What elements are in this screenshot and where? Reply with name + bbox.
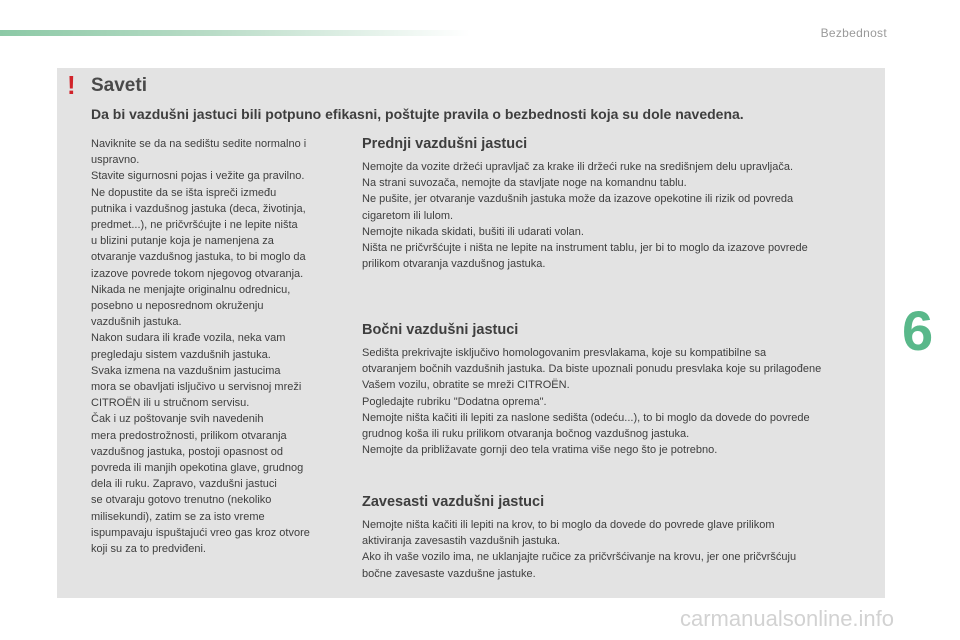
text-line: Vašem vozilu, obratite se mreži CITROËN. [362,379,570,392]
text-line: posebno u neposrednom okruženju [91,300,264,313]
text-line: se otvaraju gotovo trenutno (nekoliko [91,494,272,507]
panel-subtitle: Da bi vazdušni jastuci bili potpuno efikasni, poštujte pravila o bezbednosti koja su dole navedena. [91,106,744,122]
text-line: izazove povrede tokom njegovog otvaranja. [91,267,304,280]
text-line: aktiviranja zavesastih vazdušnih jastuka. [362,535,561,548]
section-name: Bezbednost [820,26,887,40]
side-airbags-section [362,322,867,458]
text-line: u blizini putanje koja je namenjena za [91,235,274,248]
text-line: Nemojte ništa kačiti ili lepiti za naslone sedišta (odeću...), to bi moglo da dovede do povrede [362,411,810,424]
chapter-number: 6 [902,299,934,362]
text-line: Na strani suvozača, nemojte da stavljate noge na komandnu tablu. [362,177,687,190]
front-airbags-heading: Prednji vazdušni jastuci [362,136,528,152]
text-line: Ništa ne pričvršćujte i ništa ne lepite na instrument tablu, jer bi to moglo da izazove povrede [362,242,808,255]
curtain-airbags-section [362,494,867,582]
advice-panel [57,68,885,598]
text-line: Nemojte ništa kačiti ili lepiti na krov, to bi moglo da dovede do povrede glave prilikom [362,519,775,531]
text-line: Ne pušite, jer otvaranje vazdušnih jastuka može da izazove opekotine ili rizik od povreda [362,193,794,206]
text-line: dela ili ruku. Zapravo, vazdušni jastuci [91,478,277,491]
text-line: uspravno. [91,154,140,167]
text-line: CITROËN ili u stručnom servisu. [91,397,250,410]
text-line: vazdušnih jastuka. [91,316,182,329]
text-line: Sedišta prekrivajte isključivo homologovanim presvlakama, koje su kompatibilne sa [362,347,767,359]
text-line: prilikom otvaranja vazdušnog jastuka. [362,258,546,271]
text-line: Svaka izmena na vazdušnim jastucima [91,364,281,377]
top-accent-bar [0,30,470,36]
text-line: ispumpavaju ispuštajući vreo gas kroz otvore [91,526,310,539]
text-line: koji su za to predviđeni. [91,543,206,556]
text-line: grudnog koša ili ruku prilikom otvaranja bočnog vazdušnog jastuka. [362,428,690,441]
text-line: bočne zavesaste vazdušne jastuke. [362,567,536,580]
text-line: cigaretom ili lulom. [362,209,454,222]
general-advice [91,136,343,557]
text-line: Ako ih vaše vozilo ima, ne uklanjajte ručice za pričvršćivanje na krovu, jer one pričvršćuju [362,551,797,564]
text-line: pregledaju sistem vazdušnih jastuka. [91,348,271,361]
text-line: vazdušnog jastuka, postoji opasnost od [91,445,284,458]
text-line: milisekundi), zatim se za isto vreme [91,510,265,523]
text-line: Pogledajte rubriku "Dodatna oprema". [362,395,547,408]
text-line: Nemojte nikada skidati, bušiti ili udarati volan. [362,225,584,238]
text-line: Ne dopustite da se išta ispreči između [91,186,277,199]
watermark: carmanualsonline.info [680,606,895,631]
text-line: mora se obavljati isljučivo u servisnoj mreži [91,381,302,394]
text-line: Naviknite se da na sedištu sedite normalno i [91,138,307,150]
text-line: povreda ili manjih opekotina glave, grudnog [91,462,304,475]
text-line: Čak i uz poštovanje svih navedenih [91,413,264,426]
panel-title: Saveti [91,75,147,96]
text-line: Nikada ne menjajte originalnu odrednicu, [91,283,291,296]
text-line: Stavite sigurnosni pojas i vežite ga pravilno. [91,170,305,183]
side-airbags-heading: Bočni vazdušni jastuci [362,322,519,338]
front-airbags-section [362,136,867,272]
text-line: otvaranjem bočnih vazdušnih jastuka. Da biste upoznali ponudu presvlaka koje su prilagođene [362,363,822,376]
text-line: Nemojte da približavate gornji deo tela vratima više nego što je potrebno. [362,444,718,457]
text-line: putnika i vazdušnog jastuka (deca, životinja, [91,202,306,215]
curtain-airbags-heading: Zavesasti vazdušni jastuci [362,494,545,510]
text-line: Nakon sudara ili krađe vozila, neka vam [91,332,286,345]
text-line: mera predostrožnosti, prilikom otvaranja [91,429,287,442]
text-line: predmet...), ne pričvršćujte i ne lepite ništa [91,219,298,232]
text-line: Nemojte da vozite držeći upravljač za krake ili držeći ruke na središnjem delu upravljača. [362,161,794,173]
text-line: otvaranje vazdušnog jastuka, to bi moglo da [91,251,306,264]
exclamation-warning-icon: ! [67,70,76,100]
